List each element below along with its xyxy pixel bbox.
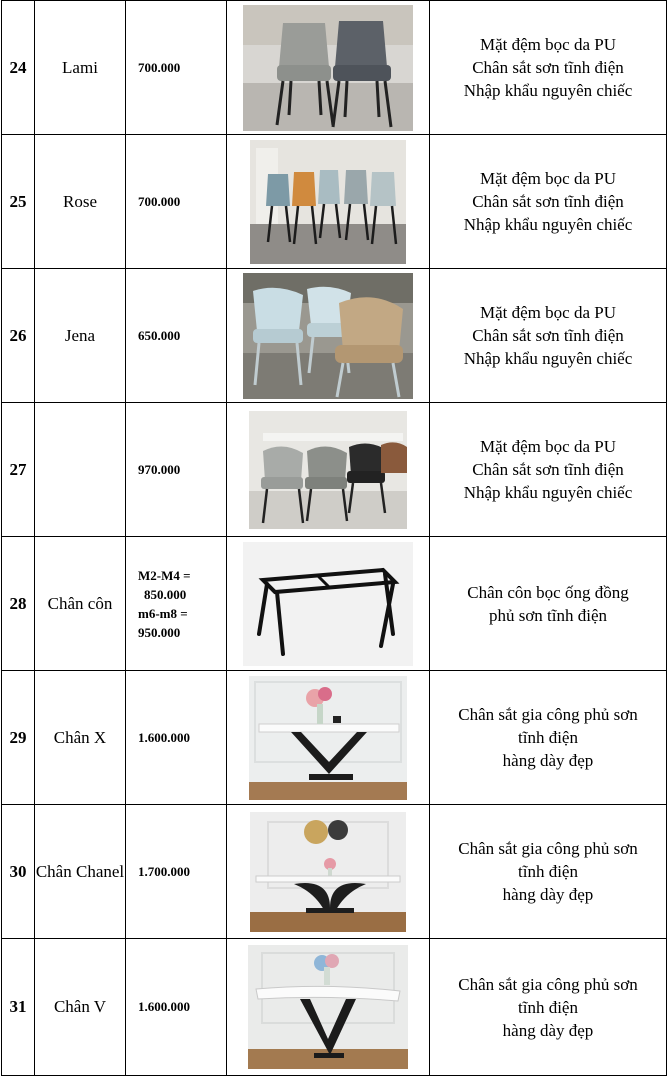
product-image-cell	[227, 537, 430, 671]
table-row	[2, 671, 667, 805]
product-name: Chân X	[35, 671, 126, 805]
product-price: 650.000	[126, 269, 227, 403]
product-description: Chân côn bọc ống đồng phủ sơn tĩnh điện	[430, 537, 667, 671]
row-number: 30	[2, 805, 35, 939]
product-name: Jena	[35, 269, 126, 403]
table-row	[2, 537, 667, 671]
product-price: 1.600.000	[126, 939, 227, 1076]
product-image-cell	[227, 939, 430, 1076]
product-name: Chân Chanel	[35, 805, 126, 939]
product-price: 700.000	[126, 135, 227, 269]
product-price: 1.600.000	[126, 671, 227, 805]
product-name: Chân V	[35, 939, 126, 1076]
product-image-cell	[227, 1, 430, 135]
table-row	[2, 403, 667, 537]
product-price: 1.700.000	[126, 805, 227, 939]
chair-photo-icon	[250, 140, 406, 264]
row-number: 26	[2, 269, 35, 403]
product-description: Chân sắt gia công phủ sơn tĩnh điện hàng dày đẹp	[430, 939, 667, 1076]
table-row	[2, 1, 667, 135]
table-photo-icon	[248, 945, 408, 1069]
product-description: Mặt đệm bọc da PU Chân sắt sơn tĩnh điện Nhập khẩu nguyên chiếc	[430, 403, 667, 537]
row-number: 27	[2, 403, 35, 537]
product-name: Rose	[35, 135, 126, 269]
row-number: 28	[2, 537, 35, 671]
product-image-cell	[227, 135, 430, 269]
row-number: 31	[2, 939, 35, 1076]
table-photo-icon	[250, 812, 406, 932]
product-description: Chân sắt gia công phủ sơn tĩnh điện hàng dày đẹp	[430, 671, 667, 805]
product-description: Mặt đệm bọc da PU Chân sắt sơn tĩnh điện Nhập khẩu nguyên chiếc	[430, 135, 667, 269]
product-name	[35, 403, 126, 537]
row-number: 24	[2, 1, 35, 135]
product-price: 970.000	[126, 403, 227, 537]
table-frame-icon	[243, 542, 413, 666]
table-row	[2, 939, 667, 1076]
product-image-cell	[227, 403, 430, 537]
product-price: 700.000	[126, 1, 227, 135]
product-image-cell	[227, 269, 430, 403]
product-price: M2-M4 = 850.000 m6-m8 = 950.000	[126, 537, 227, 671]
product-description: Mặt đệm bọc da PU Chân sắt sơn tĩnh điện Nhập khẩu nguyên chiếc	[430, 269, 667, 403]
product-name: Chân côn	[35, 537, 126, 671]
product-name: Lami	[35, 1, 126, 135]
product-table	[1, 0, 667, 1076]
product-image-cell	[227, 805, 430, 939]
product-description: Chân sắt gia công phủ sơn tĩnh điện hàng dày đẹp	[430, 805, 667, 939]
chair-photo-icon	[243, 273, 413, 399]
product-image-cell	[227, 671, 430, 805]
table-photo-icon	[249, 676, 407, 800]
table-row	[2, 805, 667, 939]
product-description: Mặt đệm bọc da PU Chân sắt sơn tĩnh điện Nhập khẩu nguyên chiếc	[430, 1, 667, 135]
chair-photo-icon	[243, 5, 413, 131]
row-number: 29	[2, 671, 35, 805]
table-row	[2, 269, 667, 403]
row-number: 25	[2, 135, 35, 269]
chair-photo-icon	[249, 411, 407, 529]
table-row	[2, 135, 667, 269]
